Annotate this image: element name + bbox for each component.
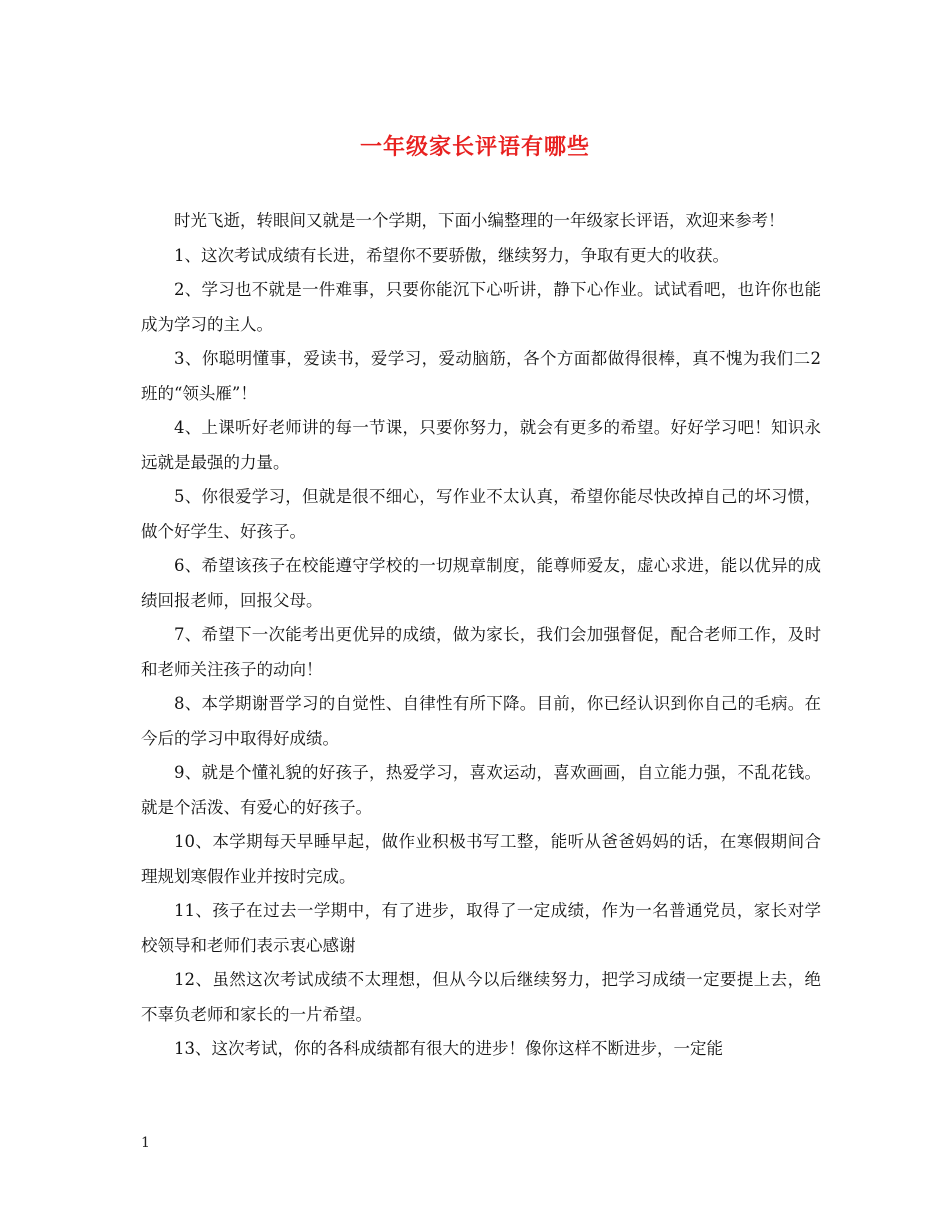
- paragraph-item-7: 7、希望下一次能考出更优异的成绩，做为家长，我们会加强督促，配合老师工作，及时和老师关注孩子的动向！: [141, 625, 821, 679]
- paragraph-item-1: 1、这次考试成绩有长进，希望你不要骄傲，继续努力，争取有更大的收获。: [174, 245, 729, 265]
- paragraph-item-11: 11、孩子在过去一学期中，有了进步，取得了一定成绩，作为一名普通党员，家长对学校领导和老师们表示衷心感谢: [141, 901, 821, 955]
- paragraph-item-6: 6、希望该孩子在校能遵守学校的一切规章制度，能尊师爱友，虚心求进，能以优异的成绩回报老师，回报父母。: [141, 556, 821, 610]
- document-body: [141, 204, 821, 1067]
- paragraph-item-2: 2、学习也不就是一件难事，只要你能沉下心听讲，静下心作业。试试看吧，也许你也能成为学习的主人。: [141, 280, 821, 334]
- paragraph-item-12: 12、虽然这次考试成绩不太理想，但从今以后继续努力，把学习成绩一定要提上去，绝不辜负老师和家长的一片希望。: [141, 970, 821, 1024]
- paragraph-item-10: 10、本学期每天早睡早起，做作业积极书写工整，能听从爸爸妈妈的话，在寒假期间合理规划寒假作业并按时完成。: [141, 832, 821, 886]
- paragraph-item-5: 5、你很爱学习，但就是很不细心，写作业不太认真，希望你能尽快改掉自己的坏习惯，做个好学生、好孩子。: [141, 487, 821, 541]
- paragraph-item-8: 8、本学期谢晋学习的自觉性、自律性有所下降。目前，你已经认识到你自己的毛病。在今后的学习中取得好成绩。: [141, 694, 821, 748]
- paragraph-item-3: 3、你聪明懂事，爱读书，爱学习，爱动脑筋，各个方面都做得很棒，真不愧为我们二2班的“领头雁”！: [141, 349, 821, 403]
- paragraph-intro: 时光飞逝，转眼间又就是一个学期，下面小编整理的一年级家长评语，欢迎来参考！: [174, 211, 785, 230]
- paragraph-item-4: 4、上课听好老师讲的每一节课，只要你努力，就会有更多的希望。好好学习吧！知识永远就是最强的力量。: [141, 418, 821, 472]
- page-number: 1: [141, 1135, 150, 1151]
- paragraph-item-9: 9、就是个懂礼貌的好孩子，热爱学习，喜欢运动，喜欢画画，自立能力强，不乱花钱。就是个活泼、有爱心的好孩子。: [141, 763, 821, 817]
- document-title: 一年级家长评语有哪些: [359, 135, 590, 160]
- paragraph-item-13: 13、这次考试，你的各科成绩都有很大的进步！像你这样不断进步，一定能: [174, 1039, 723, 1058]
